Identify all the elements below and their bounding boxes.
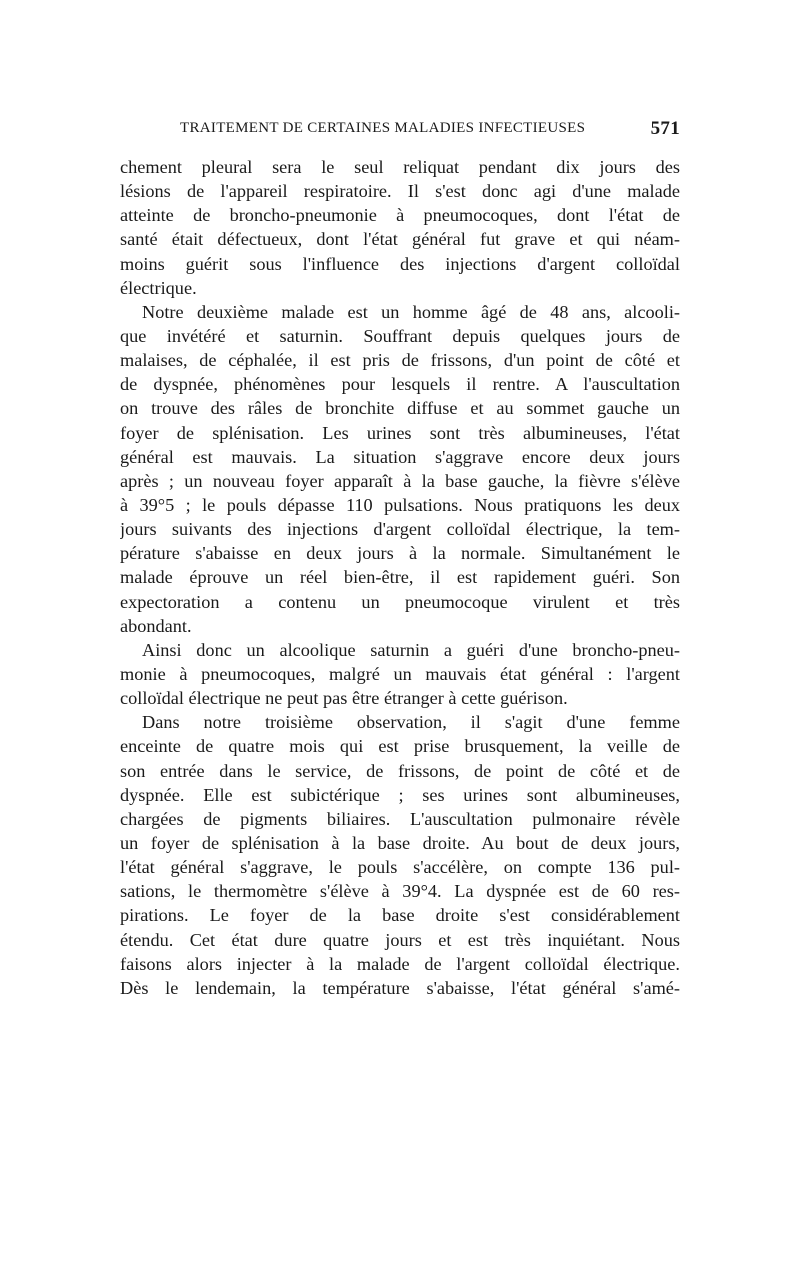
- text-line: moins guérit sous l'influence des injections d'argent colloïdal: [120, 253, 680, 274]
- text-line: colloïdal électrique ne peut pas être étranger à cette guérison.: [120, 688, 568, 709]
- text-line: l'état général s'aggrave, le pouls s'accélère, on compte 136 pul-: [120, 857, 680, 878]
- text-line: étendu. Cet état dure quatre jours et est très inquiétant. Nous: [120, 929, 680, 950]
- page-number: 571: [650, 118, 680, 139]
- text-line: on trouve des râles de bronchite diffuse et au sommet gauche un: [120, 398, 680, 419]
- text-line: santé était défectueux, dont l'état général fut grave et qui néam-: [120, 229, 680, 250]
- text-line: lésions de l'appareil respiratoire. Il s'est donc agi d'une malade: [120, 181, 680, 202]
- text-line: pirations. Le foyer de la base droite s'est considérablement: [120, 905, 680, 926]
- text-line: chement pleural sera le seul reliquat pendant dix jours des: [120, 157, 680, 177]
- text-line: faisons alors injecter à la malade de l'argent colloïdal électrique.: [120, 953, 680, 974]
- text-line: malade éprouve un réel bien-être, il est rapidement guéri. Son: [120, 567, 680, 588]
- text-line: jours suivants des injections d'argent colloïdal électrique, la tem-: [120, 519, 680, 540]
- text-line: dyspnée. Elle est subictérique ; ses urines sont albumineuses,: [120, 784, 680, 805]
- text-line: sations, le thermomètre s'élève à 39°4. La dyspnée est de 60 res-: [120, 881, 680, 902]
- text-line: monie à pneumocoques, malgré un mauvais état général : l'argent: [120, 663, 680, 684]
- text-line: après ; un nouveau foyer apparaît à la base gauche, la fièvre s'élève: [120, 470, 680, 491]
- text-line: son entrée dans le service, de frissons, de point de côté et de: [120, 760, 680, 781]
- text-line: chargées de pigments biliaires. L'auscultation pulmonaire révèle: [120, 808, 680, 829]
- text-line: malaises, de céphalée, il est pris de frissons, d'un point de côté et: [120, 350, 680, 371]
- text-line: un foyer de splénisation à la base droite. Au bout de deux jours,: [120, 832, 680, 853]
- running-header: [118, 118, 680, 140]
- text-line: Dès le lendemain, la température s'abaisse, l'état général s'amé-: [120, 977, 680, 998]
- paragraph-first-line: Notre deuxième malade est un homme âgé de 48 ans, alcooli-: [142, 301, 680, 322]
- text-line: à 39°5 ; le pouls dépasse 110 pulsations. Nous pratiquons les deux: [120, 494, 680, 515]
- running-title: TRAITEMENT DE CERTAINES MALADIES INFECTIEUSES: [180, 120, 586, 136]
- text-line: abondant.: [120, 615, 192, 636]
- text-line: pérature s'abaisse en deux jours à la normale. Simultanément le: [120, 543, 680, 564]
- text-line: électrique.: [120, 277, 197, 298]
- text-line: enceinte de quatre mois qui est prise brusquement, la veille de: [120, 736, 680, 757]
- text-line: expectoration a contenu un pneumocoque virulent et très: [120, 591, 680, 612]
- paragraph-first-line: Ainsi donc un alcoolique saturnin a guéri d'une broncho-pneu-: [142, 639, 680, 660]
- text-line: de dyspnée, phénomènes pour lesquels il rentre. A l'auscultation: [120, 374, 680, 395]
- paragraph-first-line: Dans notre troisième observation, il s'agit d'une femme: [142, 712, 680, 733]
- text-line: que invétéré et saturnin. Souffrant depuis quelques jours de: [120, 325, 680, 346]
- text-line: atteinte de broncho-pneumonie à pneumocoques, dont l'état de: [120, 205, 680, 226]
- text-line: général est mauvais. La situation s'aggrave encore deux jours: [120, 446, 680, 467]
- body-text: [120, 155, 680, 1000]
- text-line: foyer de splénisation. Les urines sont très albumineuses, l'état: [120, 422, 680, 443]
